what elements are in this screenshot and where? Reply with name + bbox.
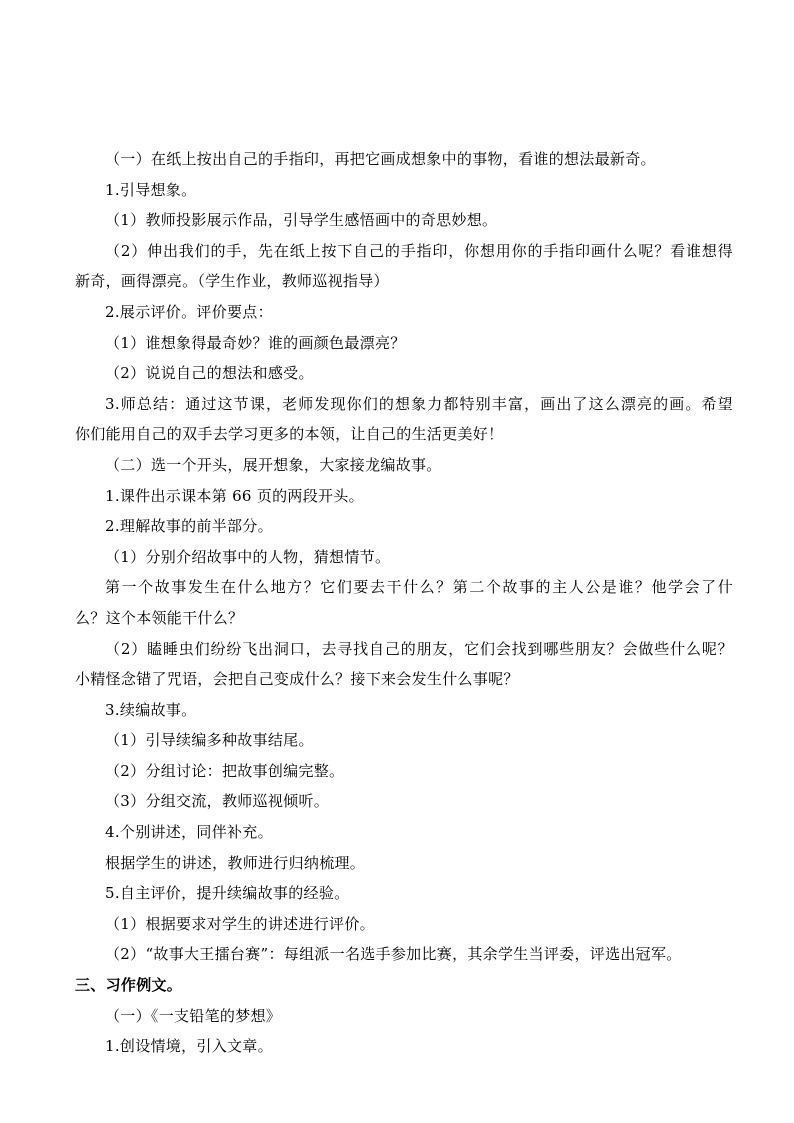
step-1-item-1: （1）教师投影展示作品，引导学生感悟画中的奇思妙想。 xyxy=(105,211,498,230)
example-step-1: 1.创设情境，引入文章。 xyxy=(105,1037,273,1056)
step-b3-item-2: （2）分组讨论：把故事创编完整。 xyxy=(105,761,345,780)
document-body xyxy=(75,144,733,1062)
step-1-item-2: （2）伸出我们的手，先在纸上按下自己的手指印，你想用你的手指印画什么呢？看谁想得 xyxy=(105,241,733,260)
step-1-item-2-cont: 新奇，画得漂亮。（学生作业，教师巡视指导） xyxy=(75,272,389,291)
step-2-item-1: （1）谁想象得最奇妙？谁的画颜色最漂亮？ xyxy=(105,333,406,352)
section-heading-2: （二）选一个开头，展开想象，大家接龙编故事。 xyxy=(105,455,442,474)
step-b2-item-2-cont: 小精怪念错了咒语，会把自己变成什么？接下来会发生什么事呢？ xyxy=(75,670,519,689)
step-b5-item-2: （2）“故事大王擂台赛”：每组派一名选手参加比赛，其余学生当评委，评选出冠军。 xyxy=(105,945,682,964)
step-b1: 1.课件出示课本第 66 页的两段开头。 xyxy=(105,486,364,505)
part-heading-3: 三、习作例文。 xyxy=(75,976,183,995)
step-b4: 4.个别讲述，同伴补充。 xyxy=(105,823,273,842)
step-3: 3.师总结：通过这节课，老师发现你们的想象力都特别丰富，画出了这么漂亮的画。希望 xyxy=(105,394,733,413)
step-2: 2.展示评价。评价要点： xyxy=(105,302,273,321)
step-b3-item-1: （1）引导续编多种故事结尾。 xyxy=(105,731,314,750)
step-b3: 3.续编故事。 xyxy=(105,700,197,719)
step-b4-note: 根据学生的讲述，教师进行归纳梳理。 xyxy=(105,853,366,872)
step-b3-item-3: （3）分组交流，教师巡视倾听。 xyxy=(105,792,330,811)
step-1: 1.引导想象。 xyxy=(105,180,197,199)
step-b2: 2.理解故事的前半部分。 xyxy=(105,517,273,536)
step-2-item-2: （2）说说自己的想法和感受。 xyxy=(105,364,314,383)
step-b5-item-1: （1）根据要求对学生的讲述进行评价。 xyxy=(105,914,375,933)
story-questions: 第一个故事发生在什么地方？它们要去干什么？第二个故事的主人公是谁？他学会了什 xyxy=(105,578,733,597)
example-title: （一）《一支铅笔的梦想》 xyxy=(105,1006,282,1025)
step-b2-item-1: （1）分别介绍故事中的人物，猜想情节。 xyxy=(105,547,391,566)
step-b2-item-2: （2）瞌睡虫们纷纷飞出洞口，去寻找自己的朋友，它们会找到哪些朋友？会做些什么呢？ xyxy=(105,639,733,658)
section-heading-1: （一）在纸上按出自己的手指印，再把它画成想象中的事物，看谁的想法最新奇。 xyxy=(105,150,656,168)
step-3-cont: 你们能用自己的双手去学习更多的本领，让自己的生活更美好！ xyxy=(75,425,504,444)
step-b5: 5.自主评价，提升续编故事的经验。 xyxy=(105,884,350,903)
story-questions-cont: 么？这个本领能干什么？ xyxy=(75,608,244,627)
